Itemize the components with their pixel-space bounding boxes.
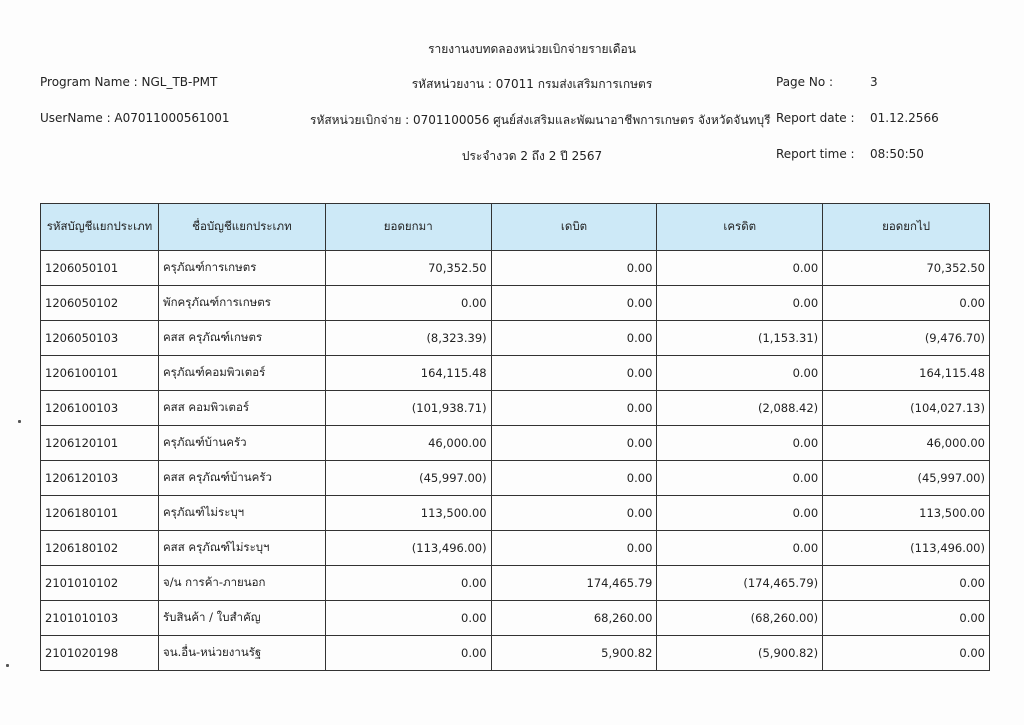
cell-account-code: 1206100103 (41, 391, 159, 426)
cell-carried-forward: 0.00 (823, 566, 990, 601)
cell-account-name: จ/น การค้า-ภายนอก (158, 566, 325, 601)
cell-carried-forward: 0.00 (823, 601, 990, 636)
table-row (41, 426, 990, 461)
cell-brought-forward: 70,352.50 (325, 251, 491, 286)
report-date-label: Report date : (776, 111, 855, 125)
cell-debit: 68,260.00 (491, 601, 657, 636)
cell-carried-forward: (9,476.70) (823, 321, 990, 356)
page-label: Page No : (776, 75, 834, 89)
cell-credit: 0.00 (657, 496, 823, 531)
cell-account-name: จน.อื่น-หน่วยงานรัฐ (158, 636, 325, 671)
table-row (41, 321, 990, 356)
table-row (41, 286, 990, 321)
cell-debit: 174,465.79 (491, 566, 657, 601)
cell-account-name: ครุภัณฑ์คอมพิวเตอร์ (158, 356, 325, 391)
cell-account-name: คสส ครุภัณฑ์เกษตร (158, 321, 325, 356)
cell-credit: (5,900.82) (657, 636, 823, 671)
cell-credit: (1,153.31) (657, 321, 823, 356)
cell-carried-forward: (104,027.13) (823, 391, 990, 426)
cell-credit: (68,260.00) (657, 601, 823, 636)
cell-brought-forward: (8,323.39) (325, 321, 491, 356)
cell-debit: 0.00 (491, 531, 657, 566)
report-title: รายงานงบทดลองหน่วยเบิกจ่ายรายเดือน (428, 42, 636, 56)
cell-credit: 0.00 (657, 356, 823, 391)
table-row (41, 531, 990, 566)
cell-account-name: พักครุภัณฑ์การเกษตร (158, 286, 325, 321)
cell-brought-forward: 0.00 (325, 286, 491, 321)
table-body (41, 251, 990, 671)
table-header-row (41, 204, 990, 251)
cell-brought-forward: (45,997.00) (325, 461, 491, 496)
report-time-label: Report time : (776, 147, 855, 161)
table-row (41, 391, 990, 426)
cell-account-code: 2101010102 (41, 566, 159, 601)
agency-code: รหัสหน่วยงาน : 07011 กรมส่งเสริมการเกษตร (411, 77, 653, 91)
cell-account-code: 2101010103 (41, 601, 159, 636)
cell-account-code: 1206120103 (41, 461, 159, 496)
cell-account-code: 1206050101 (41, 251, 159, 286)
cell-account-name: ครุภัณฑ์การเกษตร (158, 251, 325, 286)
cell-carried-forward: 0.00 (823, 286, 990, 321)
cell-debit: 0.00 (491, 496, 657, 531)
cell-account-code: 1206120101 (41, 426, 159, 461)
cell-brought-forward: 164,115.48 (325, 356, 491, 391)
cell-credit: 0.00 (657, 426, 823, 461)
cell-debit: 0.00 (491, 251, 657, 286)
column-header-account-code: รหัสบัญชีแยกประเภท (41, 204, 159, 251)
trial-balance-table (40, 203, 990, 671)
username: UserName : A07011000561001 (40, 111, 230, 125)
table-row (41, 461, 990, 496)
cell-brought-forward: 46,000.00 (325, 426, 491, 461)
scan-speck (6, 664, 9, 667)
cell-account-name: ครุภัณฑ์ไม่ระบุฯ (158, 496, 325, 531)
disbursing-unit: รหัสหน่วยเบิกจ่าย : 0701100056 ศูนย์ส่งเสริมและพัฒนาอาชีพการเกษตร จังหวัดจันทบุรี (310, 113, 771, 127)
cell-brought-forward: 113,500.00 (325, 496, 491, 531)
column-header-debit: เดบิต (491, 204, 657, 251)
cell-account-code: 2101020198 (41, 636, 159, 671)
cell-credit: 0.00 (657, 531, 823, 566)
cell-account-code: 1206180101 (41, 496, 159, 531)
cell-debit: 0.00 (491, 286, 657, 321)
scan-speck (18, 420, 21, 423)
cell-debit: 0.00 (491, 356, 657, 391)
table-row (41, 601, 990, 636)
cell-account-name: รับสินค้า / ใบสำคัญ (158, 601, 325, 636)
cell-debit: 0.00 (491, 461, 657, 496)
cell-account-code: 1206050102 (41, 286, 159, 321)
cell-brought-forward: 0.00 (325, 601, 491, 636)
cell-credit: 0.00 (657, 461, 823, 496)
cell-credit: (2,088.42) (657, 391, 823, 426)
cell-debit: 0.00 (491, 391, 657, 426)
cell-carried-forward: (45,997.00) (823, 461, 990, 496)
cell-carried-forward: (113,496.00) (823, 531, 990, 566)
program-name: Program Name : NGL_TB-PMT (40, 75, 218, 89)
cell-brought-forward: 0.00 (325, 566, 491, 601)
cell-account-name: คสส คอมพิวเตอร์ (158, 391, 325, 426)
table-row (41, 566, 990, 601)
report-date: 01.12.2566 (870, 111, 939, 125)
cell-account-name: คสส ครุภัณฑ์บ้านครัว (158, 461, 325, 496)
column-header-account-name: ชื่อบัญชีแยกประเภท (158, 204, 325, 251)
cell-carried-forward: 113,500.00 (823, 496, 990, 531)
cell-debit: 0.00 (491, 321, 657, 356)
column-header-credit: เครดิต (657, 204, 823, 251)
cell-credit: (174,465.79) (657, 566, 823, 601)
cell-carried-forward: 70,352.50 (823, 251, 990, 286)
cell-brought-forward: 0.00 (325, 636, 491, 671)
table-row (41, 356, 990, 391)
table-row (41, 636, 990, 671)
column-header-brought-forward: ยอดยกมา (325, 204, 491, 251)
cell-brought-forward: (113,496.00) (325, 531, 491, 566)
report-period: ประจำงวด 2 ถึง 2 ปี 2567 (461, 149, 603, 163)
cell-brought-forward: (101,938.71) (325, 391, 491, 426)
cell-debit: 5,900.82 (491, 636, 657, 671)
cell-account-name: คสส ครุภัณฑ์ไม่ระบุฯ (158, 531, 325, 566)
cell-account-code: 1206050103 (41, 321, 159, 356)
cell-credit: 0.00 (657, 286, 823, 321)
cell-account-name: ครุภัณฑ์บ้านครัว (158, 426, 325, 461)
table-row (41, 251, 990, 286)
cell-account-code: 1206180102 (41, 531, 159, 566)
cell-carried-forward: 46,000.00 (823, 426, 990, 461)
cell-carried-forward: 0.00 (823, 636, 990, 671)
table-row (41, 496, 990, 531)
page-number: 3 (870, 75, 878, 89)
column-header-carried-forward: ยอดยกไป (823, 204, 990, 251)
cell-account-code: 1206100101 (41, 356, 159, 391)
cell-carried-forward: 164,115.48 (823, 356, 990, 391)
cell-credit: 0.00 (657, 251, 823, 286)
cell-debit: 0.00 (491, 426, 657, 461)
report-time: 08:50:50 (870, 147, 924, 161)
